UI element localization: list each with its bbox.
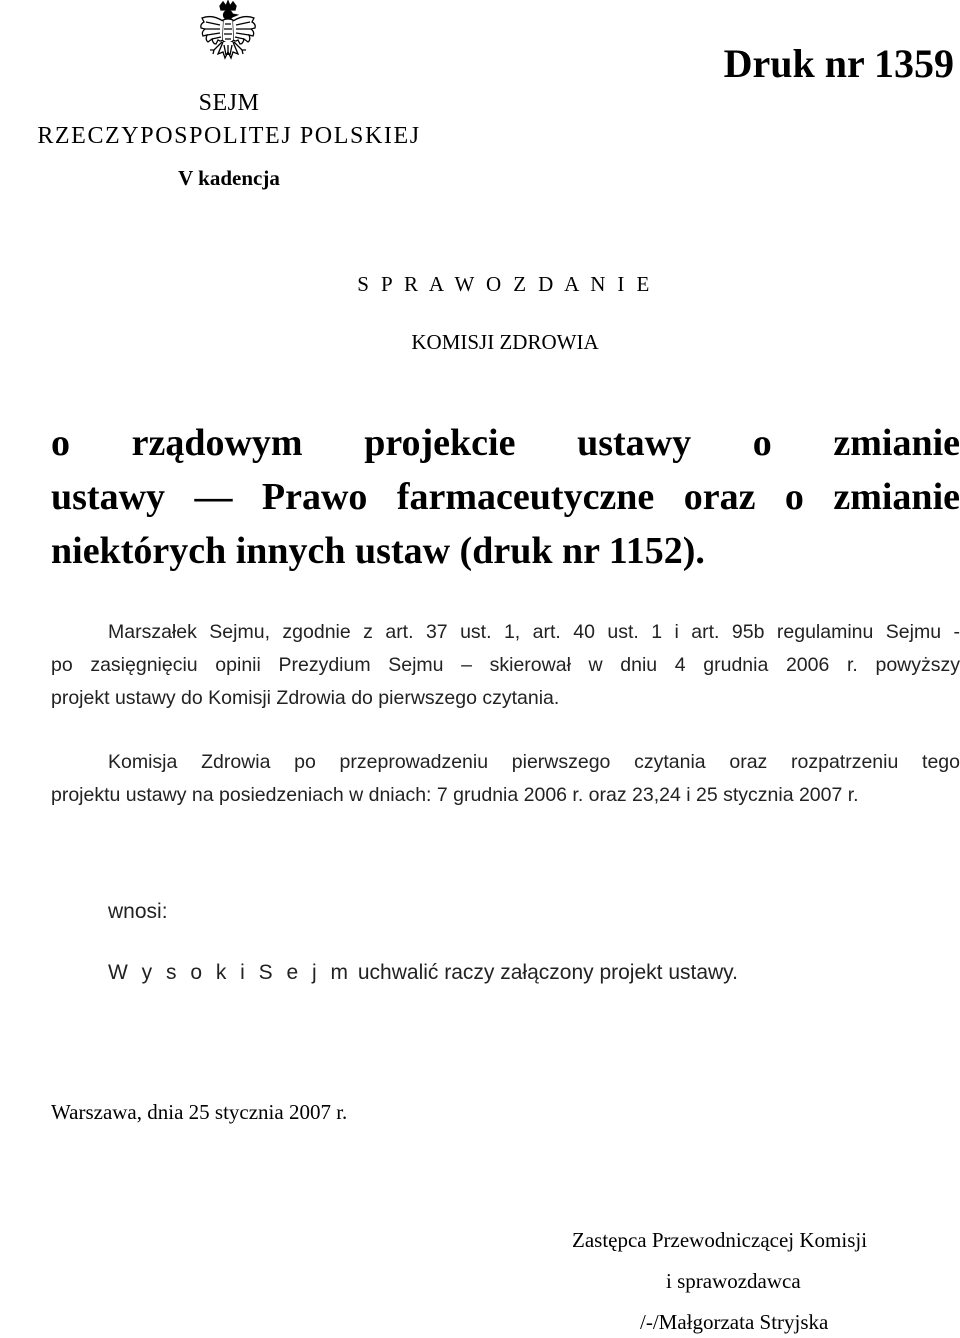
paragraph-line: po zasięgnięciu opinii Prezydium Sejmu – skierował w dniu 4 grudnia 2006 r. powyższy <box>51 654 960 676</box>
committee-name: KOMISJI ZDROWIA <box>411 330 599 354</box>
sejm-republic-title: RZECZYPOSPOLITEJ POLSKIEJ <box>37 123 421 149</box>
paragraph-referral <box>51 616 960 715</box>
motion-body: uchwalić raczy załączony projekt ustawy. <box>352 961 738 984</box>
signature-title: Zastępca Przewodniczącej Komisji <box>572 1228 868 1252</box>
paragraph-committee-work <box>51 746 960 812</box>
signature-name: /-/Małgorzata Stryjska <box>640 1310 829 1334</box>
motion-spaced-address: W y s o k i S e j m <box>108 961 353 984</box>
paragraph-line: projektu ustawy na posiedzeniach w dniach: 7 grudnia 2006 r. oraz 23,24 i 25 stycznia 2007 r. <box>51 784 859 806</box>
sejm-title: SEJM <box>198 90 260 116</box>
polish-eagle-emblem-icon <box>196 0 260 68</box>
subject-line: ustawy — Prawo farmaceutyczne oraz o zmianie <box>51 476 960 518</box>
term-label: V kadencja <box>178 166 280 190</box>
print-number: Druk nr 1359 <box>723 41 954 86</box>
paragraph-line: Komisja Zdrowia po przeprowadzeniu pierwszego czytania oraz rozpatrzeniu tego <box>108 751 960 773</box>
paragraph-line: projekt ustawy do Komisji Zdrowia do pierwszego czytania. <box>51 687 560 709</box>
subject-line: o rządowym projekcie ustawy o zmianie <box>51 422 960 464</box>
motion-intro: wnosi: <box>108 900 168 923</box>
signature-role: i sprawozdawca <box>666 1269 801 1293</box>
report-heading: S P R A W O Z D A N I E <box>357 272 653 296</box>
motion-text <box>108 958 738 988</box>
paragraph-line: Marszałek Sejmu, zgodnie z art. 37 ust. 1, art. 40 ust. 1 i art. 95b regulaminu Sejmu - <box>108 621 960 643</box>
report-subject <box>51 416 960 578</box>
subject-line: niektórych innych ustaw (druk nr 1152). <box>51 530 705 572</box>
document-date: Warszawa, dnia 25 stycznia 2007 r. <box>51 1100 348 1124</box>
